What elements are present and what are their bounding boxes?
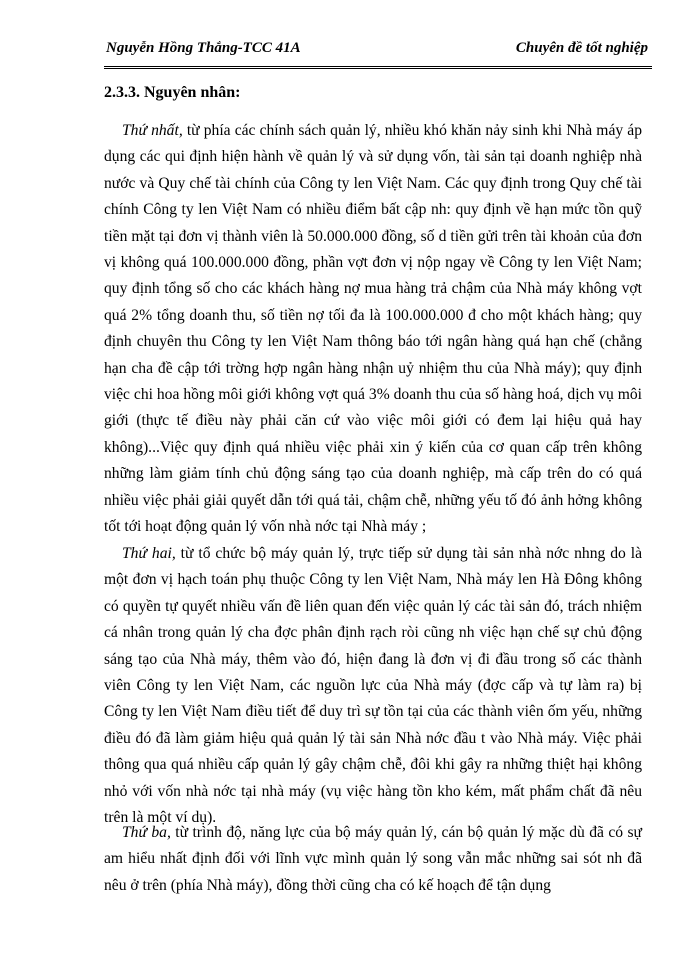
paragraph-body: từ phía các chính sách quản lý, nhiều khó khăn nảy sinh khi Nhà máy áp dụng các qui định hiện hành về quản lý và sử dụng vốn, tài sản tại doanh nghiệp nhà nước và Quy chế tài chính của Công ty len Việt Nam. Các quy định trong Quy chế tài chính Công ty len Việt Nam có nhiều điểm bất cập nh: quy định về hạn mức tồn quỹ tiền mặt tại đơn vị thành viên là 50.000.000 đồng, số d tiền gửi trên tài khoản của đơn vị không quá 100.000.000 đồng, phần vợt đơn vị nộp ngay về Công ty len Việt Nam; quy định tổng số cho các khách hàng nợ mua hàng trả chậm của Nhà máy không vợt quá 2% tổng doanh thu, số tiền nợ tối đa là 100.000.000 đ cho một khách hàng; quy định chuyên thu Công ty len Việt Nam thông báo tới ngân hàng quá hạn chế (chẳng hạn cha đề cập tới trờng hợp ngân hàng nhận uỷ nhiệm thu của Nhà máy); quy định việc chi hoa hồng môi giới không vợt quá 3% doanh thu của số hàng hoá, dịch vụ môi giới (thực tế điều này phải căn cứ vào việc môi giới có đem lại hiệu quả hay không)...Việc quy định quá nhiều việc phải xin ý kiến của cơ quan cấp trên không những làm giảm tính chủ động sáng tạo của doanh nghiệp, mà cấp trên do có quá nhiều việc phải giải quyết dẫn tới quá tải, chậm chễ, những yếu tố đó ảnh hởng không tốt tới hoạt động quản lý vốn nhà nớc tại Nhà máy ; <box>104 122 642 536</box>
paragraph-body: từ trình độ, năng lực của bộ máy quản lý, cán bộ quản lý mặc dù đã có sự am hiểu nhất định đối với lĩnh vực mình quản lý song vẫn mắc những sai sót nh đã nêu ở trên (phía Nhà máy), đồng thời cũng cha có kế hoạch để tận dụng <box>104 824 642 894</box>
paragraph-body: từ tổ chức bộ máy quản lý, trực tiếp sử dụng tài sản nhà nớc nhng do là một đơn vị hạch toán phụ thuộc Công ty len Việt Nam, Nhà máy len Hà Đông không có quyền tự quyết nhiều vấn đề liên quan đến việc quản lý các tài sản đó, trách nhiệm cá nhân trong quản lý cha đợc phân định rạch ròi cũng nh việc hạn chế sự chủ động sáng tạo của Nhà máy, thêm vào đó, hiện đang là đơn vị đi đầu trong số các thành viên Công ty len Việt Nam, các nguồn lực của Nhà máy (đợc cấp và tự làm ra) bị Công ty len Việt Nam điều tiết để duy trì sự tồn tại của các thành viên ốm yếu, những điều đó đã làm giảm hiệu quả quản lý tài sản Nhà nớc đầu t vào Nhà máy. Việc phải thông qua quá nhiều cấp quản lý gây chậm chễ, đôi khi gây ra những thiệt hại không nhỏ với vốn nhà nớc tại nhà máy (vụ việc hàng tồn kho kém, mất phẩm chất đã nêu trên là một ví dụ). <box>104 545 642 827</box>
paragraph-first <box>104 118 642 541</box>
paragraph-second <box>104 541 642 831</box>
header-author: Nguyễn Hồng Thắng-TCC 41A <box>106 40 301 56</box>
page-header <box>104 38 652 69</box>
header-document-type: Chuyên đề tốt nghiệp <box>515 40 648 56</box>
section-title: 2.3.3. Nguyên nhân: <box>104 84 241 101</box>
paragraph-lead: Thứ ba, <box>122 824 171 841</box>
paragraph-lead: Thứ nhất, <box>122 122 183 139</box>
paragraph-lead: Thứ hai, <box>122 545 176 562</box>
paragraph-third <box>104 820 642 899</box>
